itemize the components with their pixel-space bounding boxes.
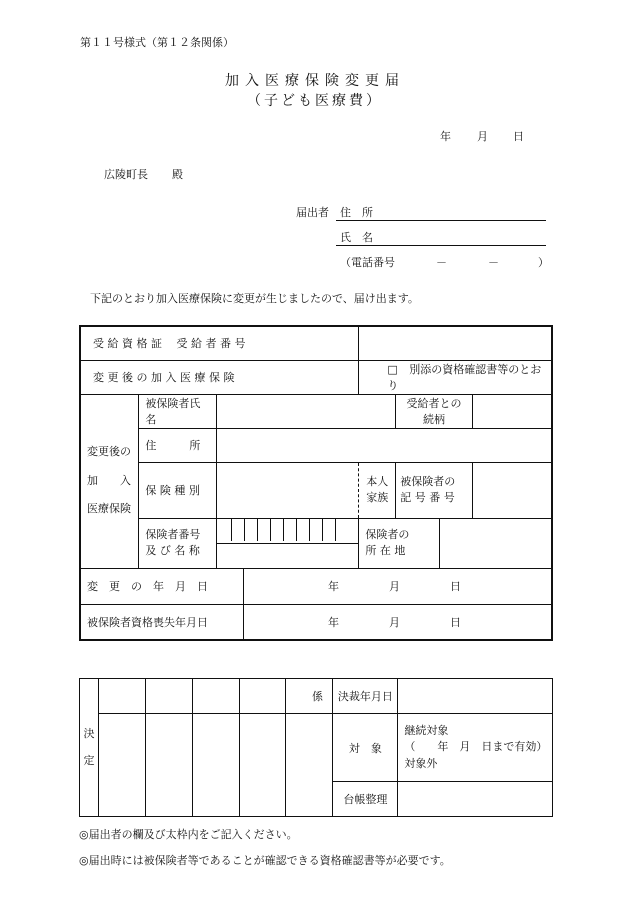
insured-symbol-label [396, 462, 473, 518]
target-option-continue[interactable]: 継続対象 [404, 723, 449, 737]
address-field[interactable] [217, 428, 552, 462]
self-label: 本人 [366, 474, 389, 488]
decision-date-label: 決裁年月日 [333, 679, 398, 714]
insured-symbol-label-line1: 被保険者の [400, 474, 456, 488]
notifier-name-label: 氏 名 [340, 231, 373, 244]
notifier-name-field[interactable] [336, 245, 546, 246]
date-year-label: 年 [440, 130, 451, 143]
insurer-location-label [359, 518, 440, 568]
change-day-label: 日 [449, 580, 461, 593]
addressee-town: 広陵町長 [104, 168, 148, 181]
note-1: ◎届出者の欄及び太枠内をご記入ください。 [79, 828, 298, 841]
notifier-address-field[interactable] [336, 220, 546, 221]
loss-month-label: 月 [388, 615, 400, 629]
address-label: 住 所 [139, 428, 217, 462]
section-label-line3: 医療保険 [87, 502, 131, 516]
insurer-number-label-line1: 保険者番号 [145, 527, 201, 541]
insurer-number-label [139, 518, 217, 568]
change-year-label: 年 [327, 580, 339, 593]
office-use-table [79, 678, 553, 817]
section-label-line2: 加 入 [87, 473, 131, 487]
ledger-field[interactable] [398, 782, 553, 817]
intro-text: 下記のとおり加入医療保険に変更が生じましたので、届け出ます。 [90, 292, 419, 305]
change-date-label: 変 更 の 年 月 日 [80, 568, 243, 604]
insurer-location-label-line2: 所 在 地 [365, 544, 406, 557]
addressee-honorific: 殿 [172, 168, 183, 181]
recipient-cert-label: 受 給 資 格 証 受 給 者 番 号 [80, 326, 359, 360]
insurance-type-label: 保 険 種 別 [139, 462, 217, 518]
notifier-phone-label: （電話番号 [340, 256, 395, 269]
ledger-label: 台帳整理 [333, 782, 398, 817]
notifier-address-label: 住 所 [340, 206, 373, 219]
main-form-table [79, 325, 553, 641]
stamp-header-3 [192, 679, 239, 714]
insurance-type-field[interactable] [217, 462, 359, 518]
page-title: 加入医療保険変更届 [225, 73, 405, 89]
stamp-header-4 [239, 679, 286, 714]
family-label: 家族 [366, 491, 389, 504]
target-option-valid-until[interactable]: （ 年 月 日まで有効） [404, 740, 548, 754]
stamp-header-2 [145, 679, 192, 714]
date-day-label: 日 [513, 130, 524, 143]
phone-close: ） [538, 256, 549, 269]
note-2: ◎届出時には被保険者等であることが確認できる資格確認書等が必要です。 [79, 854, 451, 867]
target-option-excluded[interactable]: 対象外 [404, 756, 438, 770]
decision-label [80, 679, 99, 817]
page-subtitle: （子ども医療費） [247, 93, 383, 109]
insured-name-field[interactable] [217, 394, 396, 428]
attached-docs-cell [359, 360, 552, 394]
relationship-label: 受給者との続柄 [396, 394, 473, 428]
phone-separator-1: － [436, 256, 447, 269]
section-label-line1: 変更後の [87, 445, 131, 459]
stamp-box-5[interactable] [286, 714, 333, 817]
stamp-box-2[interactable] [145, 714, 192, 817]
loss-date-field[interactable] [243, 604, 552, 640]
loss-day-label: 日 [449, 615, 461, 629]
form-number: 第１１号様式（第１２条関係） [80, 36, 234, 49]
phone-separator-2: － [488, 256, 499, 269]
attached-checkbox[interactable]: □ [387, 363, 398, 376]
decision-label-line2: 定 [83, 753, 95, 767]
attached-text: 別添の資格確認書等のとおり [387, 363, 542, 392]
decision-date-field[interactable] [398, 679, 553, 714]
self-family-label [359, 462, 396, 518]
section-label [80, 394, 139, 568]
target-label: 対 象 [333, 714, 398, 782]
change-month-label: 月 [388, 580, 400, 593]
insurer-number-boxes[interactable] [217, 519, 358, 544]
insurer-location-field[interactable] [440, 518, 552, 568]
decision-label-line1: 決 [83, 727, 95, 741]
relationship-field[interactable] [472, 394, 552, 428]
stamp-box-1[interactable] [98, 714, 145, 817]
loss-year-label: 年 [327, 615, 339, 629]
insured-symbol-label-line2: 記 号 番 号 [400, 491, 455, 504]
insurer-number-field[interactable] [217, 518, 359, 568]
insured-name-label: 被保険者氏名 [139, 394, 217, 428]
insurer-number-label-line2: 及 び 名 称 [145, 544, 200, 557]
recipient-number-field[interactable] [359, 326, 552, 360]
insurer-location-label-line1: 保険者の [365, 527, 410, 541]
loss-date-label: 被保険者資格喪失年月日 [80, 604, 243, 640]
changed-insurance-label: 変 更 後 の 加 入 医 療 保 険 [80, 360, 359, 394]
stamp-header-1 [98, 679, 145, 714]
change-date-field[interactable] [243, 568, 552, 604]
staff-label: 係 [286, 679, 333, 714]
stamp-box-4[interactable] [239, 714, 286, 817]
date-month-label: 月 [477, 130, 488, 143]
notifier-label: 届出者 [296, 206, 329, 219]
stamp-box-3[interactable] [192, 714, 239, 817]
target-options [398, 714, 553, 782]
insured-symbol-field[interactable] [472, 462, 552, 518]
